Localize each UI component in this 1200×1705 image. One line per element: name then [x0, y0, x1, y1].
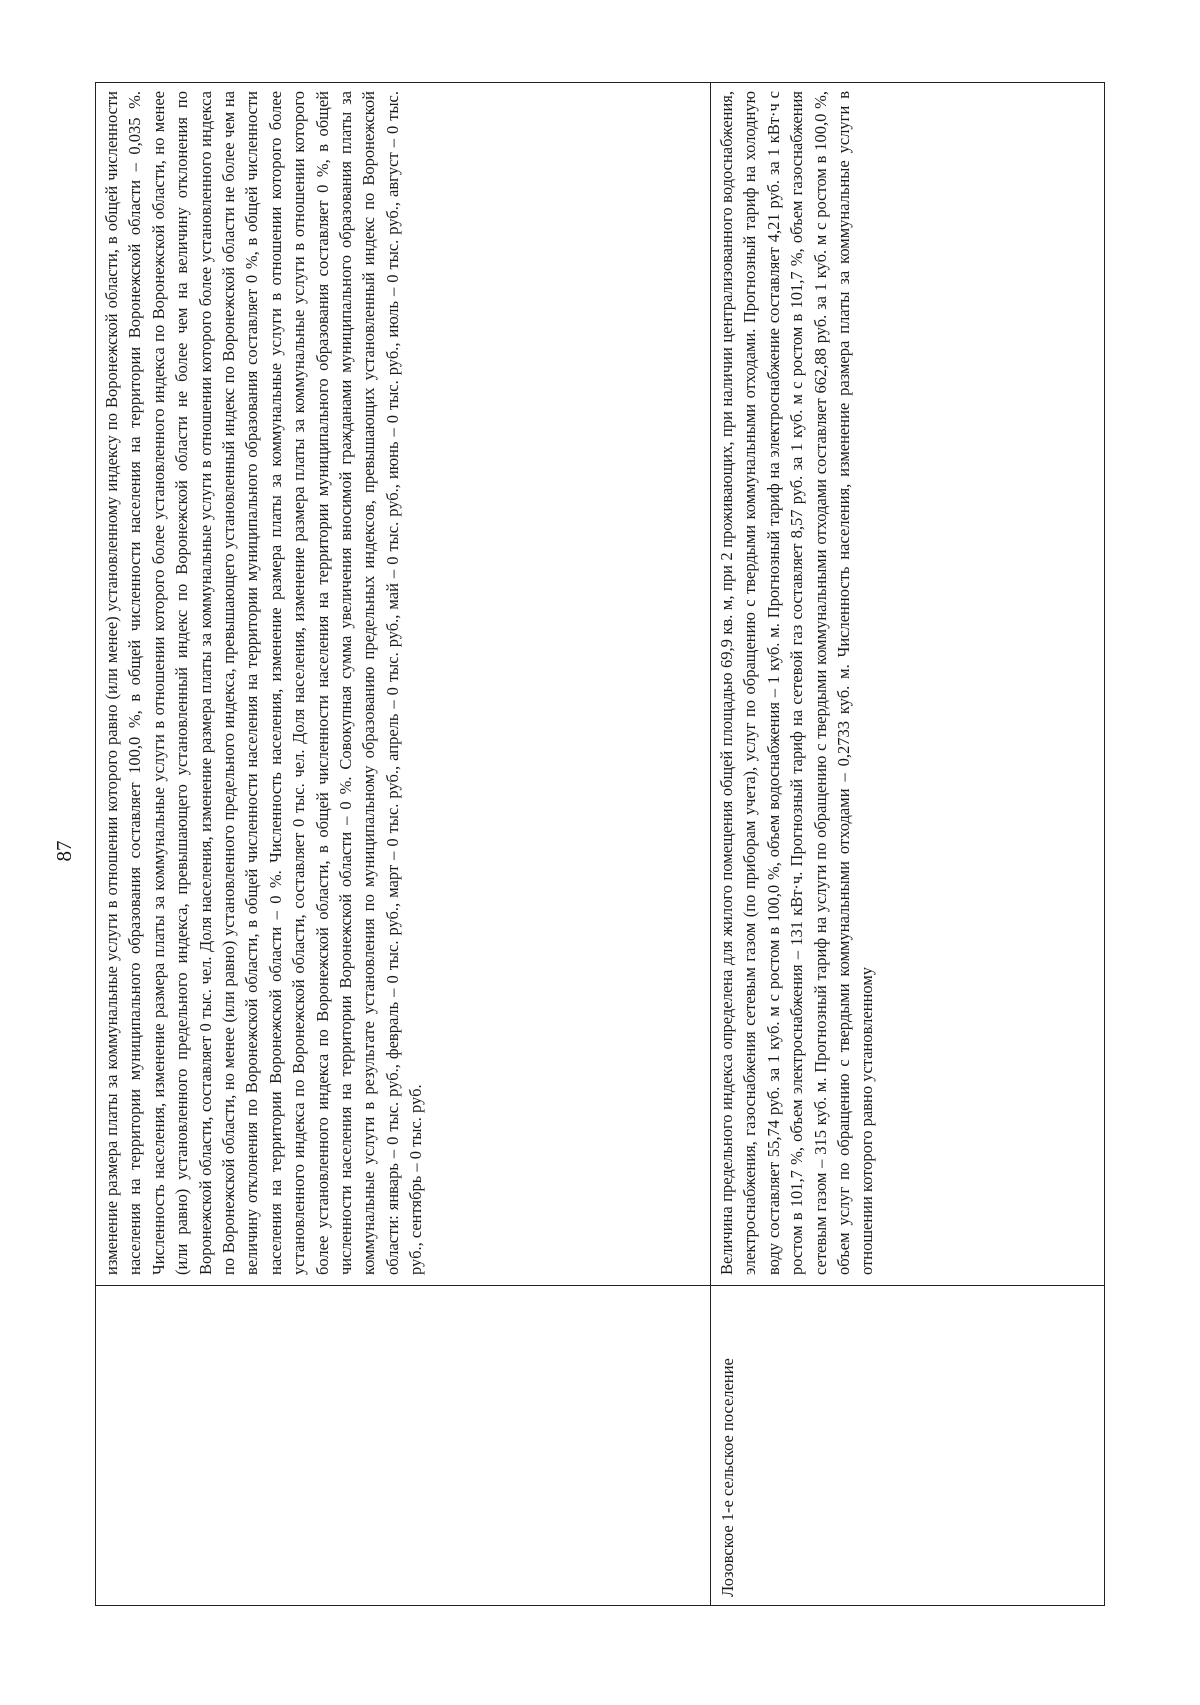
page-number: 87 — [52, 840, 76, 862]
municipality-name-cell — [96, 1285, 710, 1605]
tariff-index-table — [95, 82, 1105, 1606]
municipality-name-cell: Лозовское 1-е сельское поселение — [711, 1285, 1105, 1605]
table-row — [711, 82, 1105, 1605]
description-cell: Величина предельного индекса определена для жилого помещения общей площадью 69,9 кв. м, при 2 проживающих, при наличии централизованного водоснабжения, электроснабжения, газоснабжения сетевым газом (по приборам учета), услуг по обращению с твердыми коммунальными отходами. Прогнозный тариф на холодную воду составляет 55,74 руб. за 1 куб. м с ростом в 100,0 %, объем водоснабжения – 1 куб. м. Прогнозный тариф на электроснабжение составляет 4,21 руб. за 1 кВт·ч с ростом в 101,7 %, объем электроснабжения – 131 кВт·ч. Прогнозный тариф на сетевой газ составляет 8,57 руб. за 1 куб. м с ростом в 101,7 %, объем газоснабжения сетевым газом – 315 куб. м. Прогнозный тариф на услуги по обращению с твердыми коммунальными отходами составляет 662,88 руб. за 1 куб. м с ростом в 100,0 %, объем услуг по обращению с твердыми коммунальными отходами – 0,2733 куб. м. Численность населения, изменение размера платы за коммунальные услуги в отношении которого равно установленному — [717, 91, 877, 1275]
rotated-table-container — [95, 82, 1105, 1606]
table-row — [96, 82, 711, 1605]
description-cell: изменение размера платы за коммунальные услуги в отношении которого равно (или менее) установленному индексу по Воронежской области, в общей численности населения на территории муниципального образования составляет 100,0 %, в общей численности населения на территории Воронежской области – 0,035 %. Численность населения, изменение размера платы за коммунальные услуги в отношении которого более установленного индекса по Воронежской области, но менее (или равно) установленного предельного индекса, превышающего установленный индекс по Воронежской области не более чем на величину отклонения по Воронежской области, составляет 0 тыс. чел. Доля населения, изменение размера платы за коммунальные услуги в отношении которого более установленного индекса по Воронежской области, но менее (или равно) установленного предельного индекса, превышающего установленный индекс по Воронежской области не более чем на величину отклонения по Воронежской области, в общей численности населения на территории муниципального образования составляет 0 %, в общей численности населения на территории Воронежской области – 0 %. Численность населения, изменение размера платы за коммунальные услуги в отношении которого более установленного индекса по Воронежской области, составляет 0 тыс. чел. Доля населения, изменение размера платы за коммунальные услуги в отношении которого более установленного индекса по Воронежской области, в общей численности населения на территории муниципального образования составляет 0 %, в общей численности населения на территории Воронежской области – 0 %. Совокупная сумма увеличения вносимой гражданами муниципального образования платы за коммунальные услуги в результате установления по муниципальному образованию предельных индексов, превышающих установленный индекс по Воронежской области: январь – 0 тыс. руб., февраль – 0 тыс. руб., март – 0 тыс. руб., апрель – 0 тыс. руб., май – 0 тыс. руб., июнь – 0 тыс. руб., июль – 0 тыс. руб., август – 0 тыс. руб., сентябрь – 0 тыс. руб. — [102, 91, 426, 1275]
